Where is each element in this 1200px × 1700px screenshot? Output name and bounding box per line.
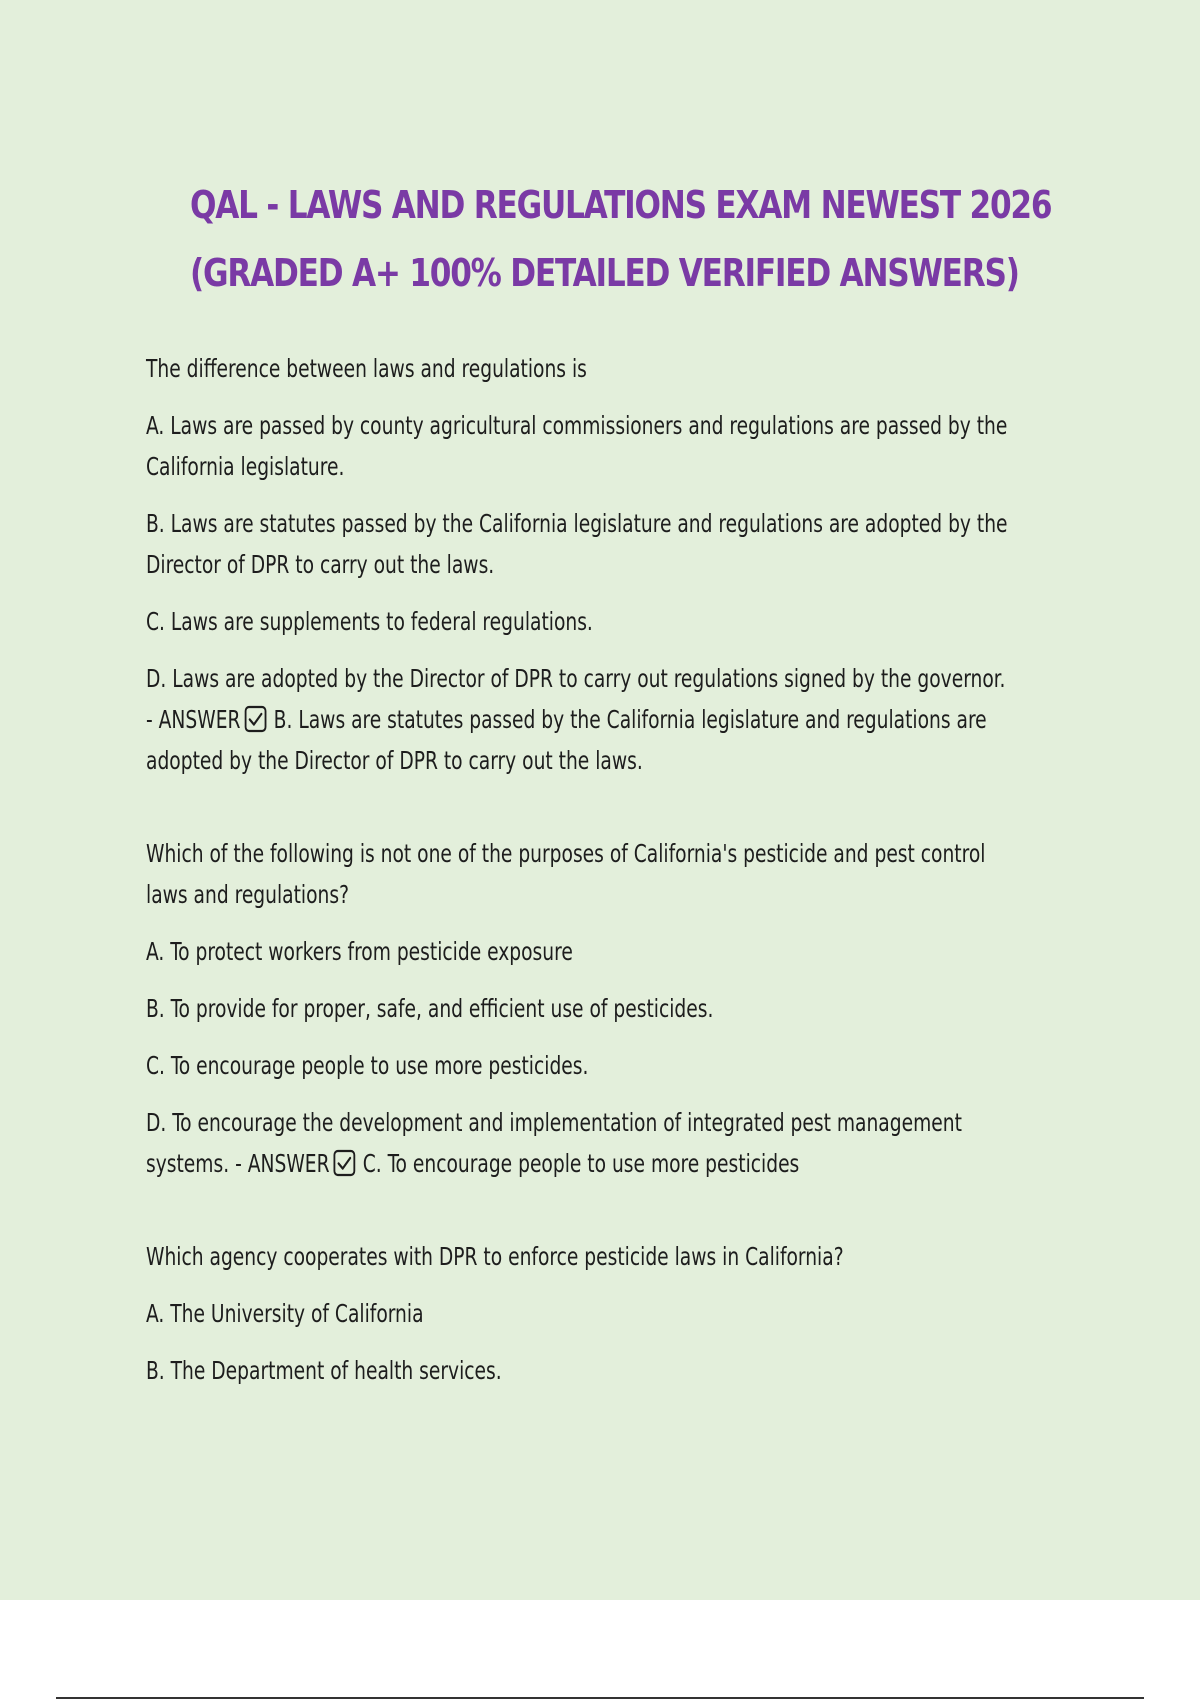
- option-c: C. To encourage people to use more pesticides.: [146, 1051, 589, 1080]
- option-a: A. Laws are passed by county agricultural commissioners and regulations are passed by the California legislature.: [146, 411, 1008, 481]
- question-text: The difference between laws and regulations is: [146, 354, 587, 383]
- answer-prefix: - ANSWER: [235, 1149, 330, 1178]
- question-text: Which of the following is not one of the purposes of California's pesticide and pest control laws and regulations?: [146, 839, 986, 909]
- option-b: B. To provide for proper, safe, and efficient use of pesticides.: [146, 994, 714, 1023]
- answer-prefix: - ANSWER: [146, 705, 241, 734]
- checkbox-check-icon: [333, 1149, 356, 1177]
- questions-body: [146, 348, 1009, 1443]
- option-c: C. Laws are supplements to federal regulations.: [146, 607, 593, 636]
- question-text: Which agency cooperates with DPR to enforce pesticide laws in California?: [146, 1242, 844, 1271]
- option-a: A. To protect workers from pesticide exposure: [146, 937, 573, 966]
- answer-text: C. To encourage people to use more pesticides: [362, 1149, 800, 1178]
- option-a: A. The University of California: [146, 1299, 424, 1328]
- title-line-1: QAL - LAWS AND REGULATIONS EXAM NEWEST 2026: [190, 183, 1052, 228]
- option-d-with-answer: [146, 658, 1009, 781]
- title-line-2: (GRADED A+ 100% DETAILED VERIFIED ANSWERS): [190, 251, 1019, 296]
- option-d: D. Laws are adopted by the Director of DPR to carry out regulations signed by the governor.: [146, 664, 1006, 693]
- question-block-2: [146, 833, 1009, 1184]
- document-title: [190, 171, 1052, 307]
- option-d: D. To encourage the development and implementation of integrated pest management systems.: [146, 1108, 962, 1178]
- question-block-1: [146, 348, 1009, 781]
- checkbox-check-icon: [244, 705, 267, 733]
- question-block-3: [146, 1236, 1009, 1391]
- option-b: B. The Department of health services.: [146, 1356, 502, 1385]
- answer-text: B. Laws are statutes passed by the California legislature and regulations are adopted by the Director of DPR to carry out the laws.: [146, 705, 987, 775]
- option-d-with-answer: [146, 1102, 1009, 1184]
- footer-divider: [56, 1697, 1144, 1699]
- option-b: B. Laws are statutes passed by the California legislature and regulations are adopted by the Director of DPR to carry out the laws.: [146, 509, 1008, 579]
